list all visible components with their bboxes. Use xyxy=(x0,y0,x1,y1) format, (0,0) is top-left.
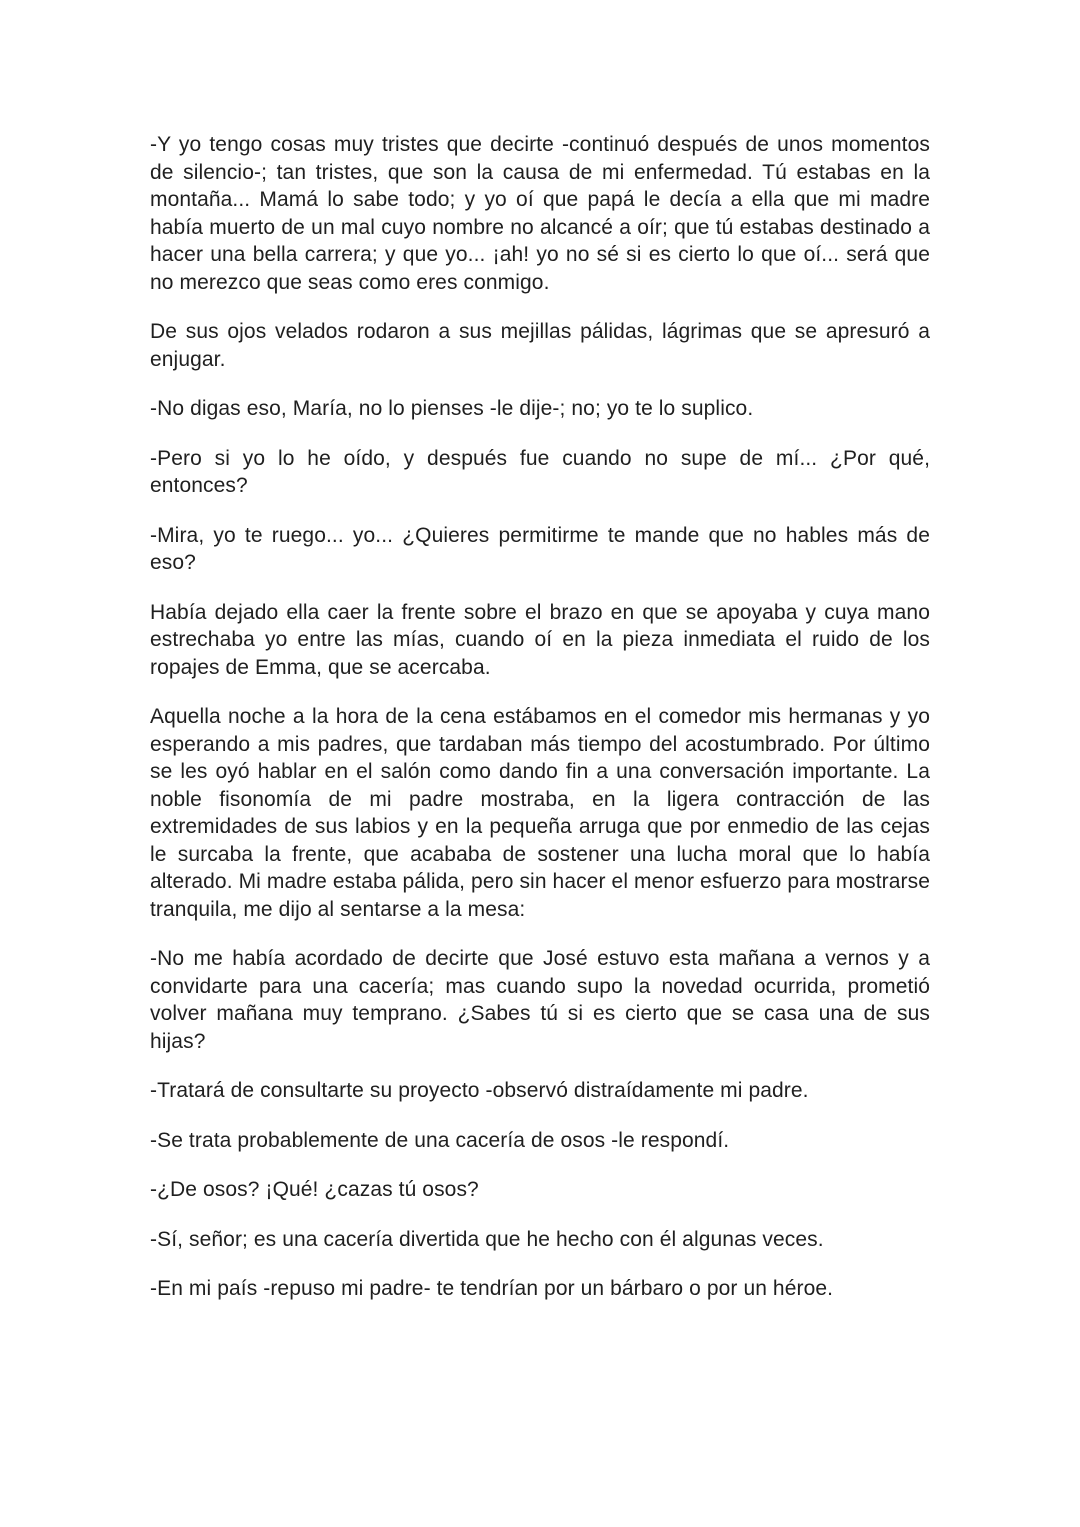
paragraph-dialogue: -Y yo tengo cosas muy tristes que decirte -continuó después de unos momentos de silencio-; tan tristes, que son la causa de mi enfermedad. Tú estabas en la montaña... Mamá lo sabe todo; y yo oí que papá le decía a ella que mi madre había muerto de un mal cuyo nombre no alcancé a oír; que tú estabas destinado a hacer una bella carrera; y que yo... ¡ah! yo no sé si es cierto lo que oí... será que no merezco que seas como eres conmigo. xyxy=(150,133,930,294)
paragraph-dialogue: -No digas eso, María, no lo pienses -le dije-; no; yo te lo suplico. xyxy=(150,397,754,420)
paragraph-dialogue: -Se trata probablemente de una cacería de osos -le respondí. xyxy=(150,1128,730,1152)
paragraph-dialogue: -¿De osos? ¡Qué! ¿cazas tú osos? xyxy=(150,1178,479,1201)
paragraph-dialogue: -Sí, señor; es una cacería divertida que he hecho con él algunas veces. xyxy=(150,1227,824,1251)
paragraph-dialogue: -Pero si yo lo he oído, y después fue cuando no supe de mí... ¿Por qué, entonces? xyxy=(150,446,930,497)
paragraph-narration: Había dejado ella caer la frente sobre el brazo en que se apoyaba y cuya mano estrechaba yo entre las mías, cuando oí en la pieza inmediata el ruido de los ropajes de Emma, que se acercaba. xyxy=(150,600,930,679)
paragraph-dialogue: -No me había acordado de decirte que José estuvo esta mañana a vernos y a convidarte para una cacería; mas cuando supo la novedad ocurrida, prometió volver mañana muy temprano. ¿Sabes tú si es cierto que se casa una de sus hijas? xyxy=(150,947,930,1053)
paragraph-narration: Aquella noche a la hora de la cena estábamos en el comedor mis hermanas y yo esperando a mis padres, que tardaban más tiempo del acostumbrado. Por último se les oyó hablar en el salón como dando fin a una conversación importante. La noble fisonomía de mi padre mostraba, en la ligera contracción de las extremidades de sus labios y en la pequeña arruga que por enmedio de las cejas le surcaba la frente, que acababa de sostener una lucha moral que lo había alterado. Mi madre estaba pálida, pero sin hacer el menor esfuerzo para mostrarse tranquila, me dijo al sentarse a la mesa: xyxy=(150,705,930,921)
text-block xyxy=(150,131,930,1303)
paragraph-narration: De sus ojos velados rodaron a sus mejillas pálidas, lágrimas que se apresuró a enjugar. xyxy=(150,320,930,371)
paragraph-dialogue: -En mi país -repuso mi padre- te tendrían por un bárbaro o por un héroe. xyxy=(150,1277,834,1300)
paragraph-dialogue: -Tratará de consultarte su proyecto -observó distraídamente mi padre. xyxy=(150,1079,809,1102)
paragraph-dialogue: -Mira, yo te ruego... yo... ¿Quieres permitirme te mande que no hables más de eso? xyxy=(150,523,930,574)
